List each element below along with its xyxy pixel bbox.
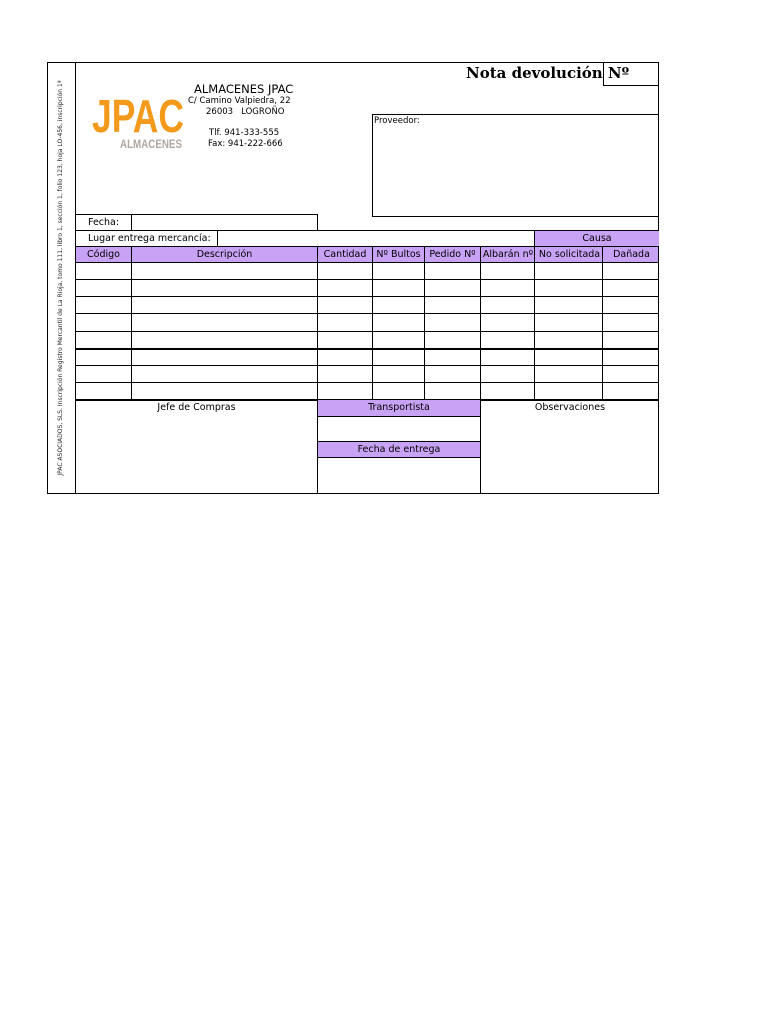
table-row[interactable] xyxy=(76,263,659,279)
col-header-quantity: Cantidad xyxy=(323,249,367,260)
col-header-code: Código xyxy=(87,249,120,260)
logo-main-text: JPAC xyxy=(92,90,184,142)
company-fax: Fax: 941-222-666 xyxy=(208,139,283,149)
company-phone: Tlf. 941-333-555 xyxy=(209,128,280,138)
col-header-not-requested: No solicitada xyxy=(538,249,601,260)
buyer-label: Jefe de Compras xyxy=(157,402,236,413)
table-row[interactable] xyxy=(76,297,659,313)
carrier-header: Transportista xyxy=(318,400,480,416)
table-row[interactable] xyxy=(76,314,659,330)
table-row[interactable] xyxy=(76,383,659,399)
col-header-description: Descripción xyxy=(196,249,253,260)
delivery-date-header: Fecha de entrega xyxy=(318,442,480,457)
company-name: ALMACENES JPAC xyxy=(194,82,294,96)
logo-sub-text: ALMACENES xyxy=(120,137,182,151)
col-header-damaged: Dañada xyxy=(613,249,650,260)
table-row[interactable] xyxy=(76,332,659,348)
supplier-box[interactable] xyxy=(372,114,659,217)
company-logo xyxy=(92,72,186,156)
table-row[interactable] xyxy=(76,280,659,296)
notes-label: Observaciones xyxy=(534,402,606,413)
col-header-delivery-note: Albarán nº xyxy=(482,249,534,260)
delivery-place-label: Lugar entrega mercancía: xyxy=(88,233,211,244)
table-row[interactable] xyxy=(76,349,659,365)
delivery-place-field[interactable] xyxy=(218,231,534,246)
supplier-label: Proveedor: xyxy=(374,116,420,126)
registry-text: JPAC ASOCIADOS, SLS. Inscripción Registro Mercantil de La Rioja, tomo 111, libro 1, sección 1, folio 123, hoja LO-456, inscripción 1ª xyxy=(57,80,64,476)
col-header-packages: Nº Bultos xyxy=(376,249,421,260)
col-header-order: Pedido Nº xyxy=(429,249,476,260)
company-address: C/ Camino Valpiedra, 22 xyxy=(188,96,291,106)
date-label: Fecha: xyxy=(88,217,120,228)
date-field[interactable] xyxy=(132,215,317,230)
document-title: Nota devolución Nº xyxy=(466,64,630,82)
buyer-signature-area[interactable] xyxy=(76,416,317,493)
notes-area[interactable] xyxy=(481,416,659,493)
table-row[interactable] xyxy=(76,366,659,382)
delivery-date-field[interactable] xyxy=(318,458,480,493)
cause-header: Causa xyxy=(534,231,659,247)
document-number-field[interactable] xyxy=(603,62,659,86)
carrier-field[interactable] xyxy=(318,417,480,441)
company-city: 26003 LOGROÑO xyxy=(206,107,285,117)
